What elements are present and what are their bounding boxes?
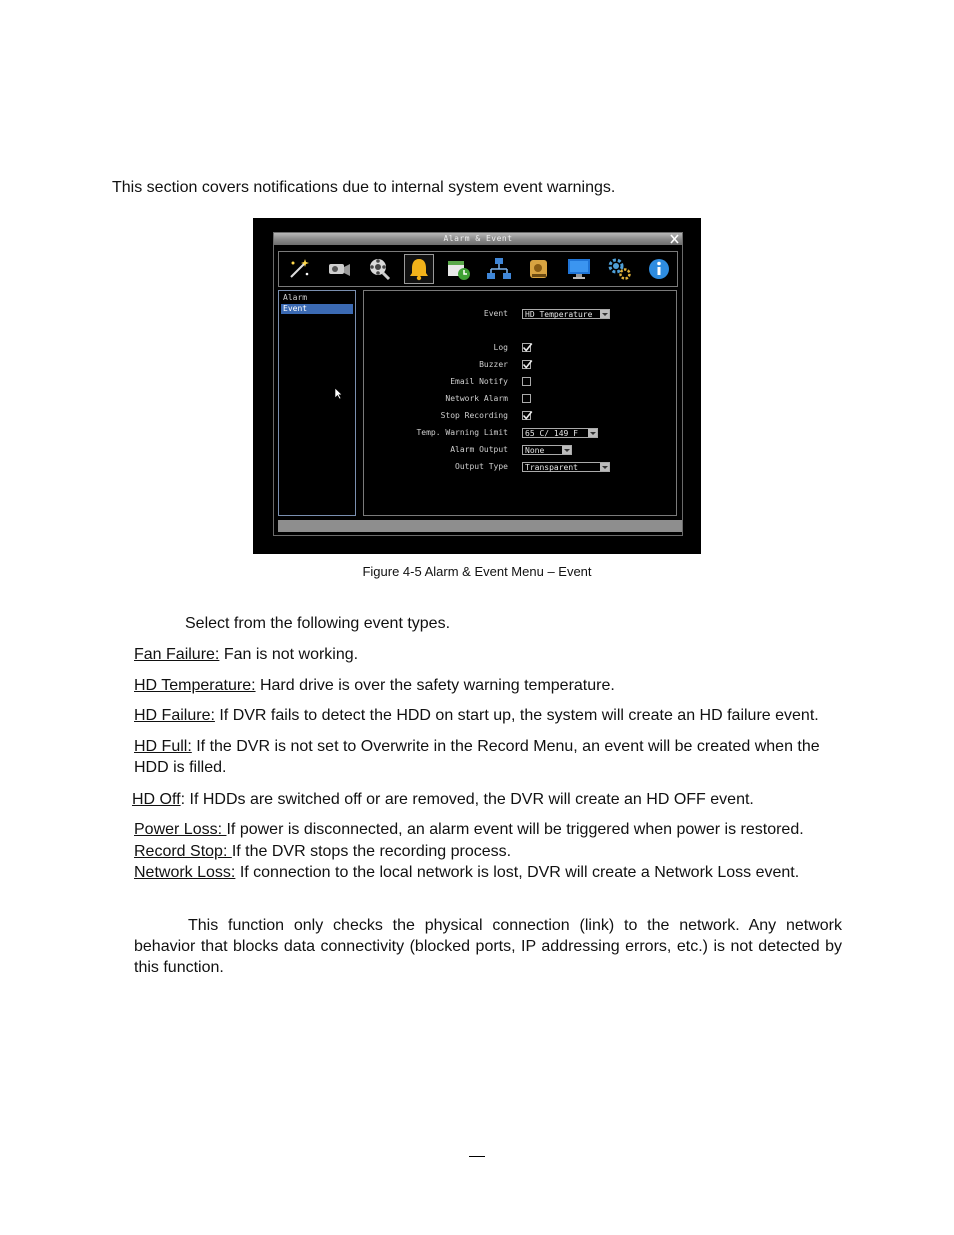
list-item: [134, 862, 844, 883]
list-item: [134, 841, 844, 862]
event-value: HD Temperature: [525, 310, 593, 319]
status-bar: [278, 520, 682, 532]
playback-icon[interactable]: [365, 255, 393, 283]
temp-warning-select[interactable]: [522, 428, 598, 438]
item-text: If the DVR is not set to Overwrite in the Record Menu, an event will be created when the HDD is filled.: [134, 738, 820, 776]
chevron-down-icon: [562, 446, 571, 454]
checkmark-icon: [522, 410, 533, 421]
item-text: Fan is not working.: [219, 646, 359, 663]
item-text: If DVR fails to detect the HDD on start up, the system will create an HD failure event.: [214, 707, 819, 724]
network-icon[interactable]: [485, 255, 513, 283]
email-notify-checkbox[interactable]: [522, 377, 531, 386]
stop-recording-checkbox[interactable]: [522, 411, 531, 420]
title-bar: [274, 233, 682, 245]
buzzer-checkbox[interactable]: [522, 360, 531, 369]
list-item: [134, 644, 844, 665]
wizard-icon[interactable]: [285, 255, 313, 283]
chevron-down-icon: [600, 310, 609, 318]
event-select[interactable]: [522, 309, 610, 319]
list-item: [132, 789, 844, 810]
note-text: This function only checks the physical connection (link) to the network. Any network behavior that blocks data connectivity (blocked ports, IP addressing errors, etc.) is not detected by this function.: [134, 917, 842, 976]
item-text: : If HDDs are switched off or are removed, the DVR will create an HD OFF event.: [180, 791, 754, 808]
alarm-event-window: [273, 232, 683, 536]
checkmark-icon: [522, 342, 533, 353]
mouse-cursor-icon: [334, 387, 343, 400]
list-item: [134, 736, 844, 778]
nav-item-alarm[interactable]: Alarm: [283, 293, 308, 302]
item-text: If connection to the local network is lost, DVR will create a Network Loss event.: [235, 864, 800, 881]
select-instruction: Select from the following event types.: [185, 615, 451, 632]
alarm-output-label: Alarm Output: [450, 445, 508, 454]
dvr-screenshot: [253, 218, 701, 554]
display-icon[interactable]: [565, 255, 593, 283]
event-settings-panel: [363, 290, 677, 516]
camera-icon[interactable]: [325, 255, 353, 283]
figure-caption: Figure 4-5 Alarm & Event Menu – Event: [362, 564, 592, 579]
item-label: Record Stop:: [134, 843, 232, 860]
network-alarm-checkbox[interactable]: [522, 394, 531, 403]
checkmark-icon: [522, 359, 533, 370]
item-label: HD Full:: [134, 738, 192, 755]
chevron-down-icon: [588, 429, 597, 437]
item-label: Power Loss:: [134, 821, 227, 838]
intro-text: This section covers notifications due to internal system event warnings.: [112, 179, 616, 196]
network-alarm-label: Network Alarm: [445, 394, 508, 403]
log-label: Log: [493, 343, 508, 352]
item-text: Hard drive is over the safety warning temperature.: [255, 677, 615, 694]
info-icon[interactable]: [645, 255, 673, 283]
list-item: [134, 705, 844, 726]
item-label: HD Temperature:: [134, 677, 256, 694]
item-text: If the DVR stops the recording process.: [231, 843, 512, 860]
schedule-icon[interactable]: [445, 255, 473, 283]
buzzer-label: Buzzer: [479, 360, 508, 369]
item-label: HD Failure:: [134, 707, 215, 724]
storage-icon[interactable]: [525, 255, 553, 283]
event-label: Event: [483, 309, 508, 318]
output-type-label: Output Type: [455, 462, 508, 471]
chevron-down-icon: [600, 463, 609, 471]
temp-warning-label: Temp. Warning Limit: [416, 428, 508, 437]
output-type-value: Transparent: [525, 463, 578, 472]
menu-icon-bar: [278, 251, 678, 287]
output-type-select[interactable]: [522, 462, 610, 472]
item-text: If power is disconnected, an alarm event will be triggered when power is restored.: [226, 821, 804, 838]
submenu-panel: [278, 290, 356, 516]
alarm-output-select[interactable]: [522, 445, 572, 455]
email-notify-label: Email Notify: [450, 377, 508, 386]
temp-warning-value: 65 C/ 149 F: [525, 429, 578, 438]
item-label: HD Off: [132, 791, 181, 808]
page-number-rule: [469, 1156, 485, 1157]
stop-recording-label: Stop Recording: [440, 411, 508, 420]
alarm-bell-icon[interactable]: [405, 255, 433, 283]
alarm-output-value: None: [525, 446, 545, 455]
close-icon[interactable]: [669, 233, 680, 245]
list-item: [134, 819, 844, 840]
log-checkbox[interactable]: [522, 343, 531, 352]
item-label: Fan Failure:: [134, 646, 220, 663]
window-title: Alarm & Event: [443, 234, 513, 243]
list-item: [134, 675, 844, 696]
settings-icon[interactable]: [605, 255, 633, 283]
nav-item-event[interactable]: Event: [281, 304, 353, 314]
item-label: Network Loss:: [134, 864, 236, 881]
